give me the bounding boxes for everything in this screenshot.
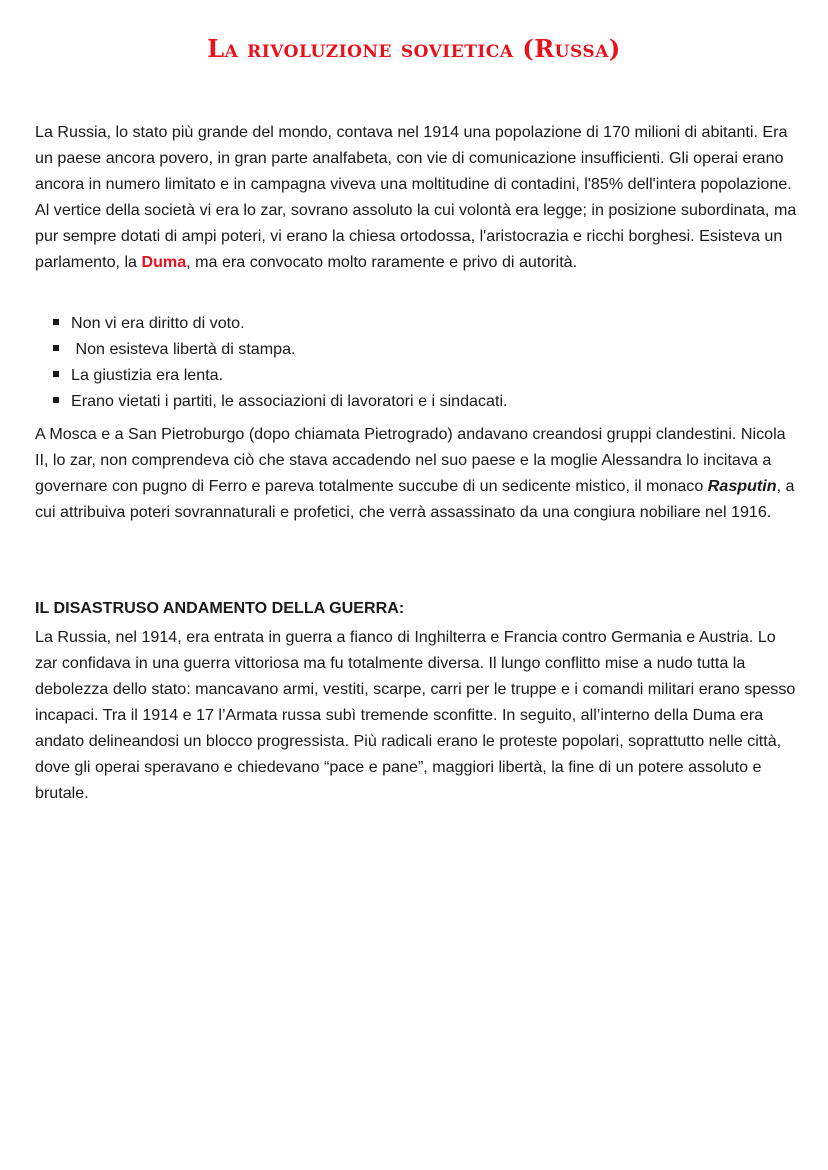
square-bullet-icon (53, 319, 59, 325)
rasputin-paragraph (35, 421, 797, 525)
list-item (52, 310, 792, 336)
paragraph-text-start: A Mosca e a San Pietroburgo (dopo chiamata Pietrogrado) andavano creandosi gruppi clandestini. Nicola II, lo zar, non comprendeva ciò che stava accadendo nel suo paese e la moglie Alessandra lo incitava a governare con pugno di Ferro e pareva totalmente succube di un sedicente mistico, il monaco (35, 425, 786, 495)
list-item-text: Erano vietati i partiti, le associazioni di lavoratori e i sindacati. (71, 392, 508, 410)
list-item (52, 362, 792, 388)
intro-paragraph (35, 119, 797, 275)
paragraph-text-end: , a cui attribuiva poteri sovrannaturali e profetici, che verrà assassinato da una congiura nobiliare nel 1916. (35, 477, 795, 521)
list-item-text: Non esisteva libertà di stampa. (71, 340, 296, 358)
square-bullet-icon (53, 345, 59, 351)
rights-bullet-list (52, 310, 792, 414)
list-item (52, 388, 792, 414)
list-item (52, 336, 792, 362)
square-bullet-icon (53, 397, 59, 403)
duma-highlight: Duma (141, 253, 187, 271)
intro-text-end: , ma era convocato molto raramente e privo di autorità. (186, 253, 578, 271)
section-heading: IL DISASTRUSO ANDAMENTO DELLA GUERRA: (35, 599, 405, 617)
war-paragraph: La Russia, nel 1914, era entrata in guerra a fianco di Inghilterra e Francia contro Germania e Austria. Lo zar confidava in una guerra vittoriosa ma fu totalmente diversa. Il lungo conflitto mise a nudo tutta la debolezza dello stato: mancavano armi, vestiti, scarpe, carri per le truppe e i comandi militari erano spesso incapaci. Tra il 1914 e 17 l’Armata russa subì tremende sconfitte. In seguito, all’interno della Duma era andato delineandosi un blocco progressista. Più radicali erano le proteste popolari, soprattutto nelle città, dove gli operai speravano e chiedevano “pace e pane”, maggiori libertà, la fine di un potere assoluto e brutale. (35, 628, 796, 802)
intro-text-start: La Russia, lo stato più grande del mondo, contava nel 1914 una popolazione di 170 milioni di abitanti. Era un paese ancora povero, in gran parte analfabeta, con vie di comunicazione insufficienti. Gli operai erano ancora in numero limitato e in campagna viveva una moltitudine di contadini, l'85% dell'intera popolazione. Al vertice della società vi era lo zar, sovrano assoluto la cui volontà era legge; in posizione subordinata, ma pur sempre dotati di ampi poteri, vi erano la chiesa ortodossa, l'aristocrazia e ricchi borghesi. Esisteva un parlamento, la (35, 123, 797, 271)
rasputin-emphasis: Rasputin (707, 477, 777, 495)
list-item-text: La giustizia era lenta. (71, 366, 224, 384)
page-title: La rivoluzione sovietica (Russa) (207, 34, 621, 63)
square-bullet-icon (53, 371, 59, 377)
list-item-text: Non vi era diritto di voto. (71, 314, 245, 332)
